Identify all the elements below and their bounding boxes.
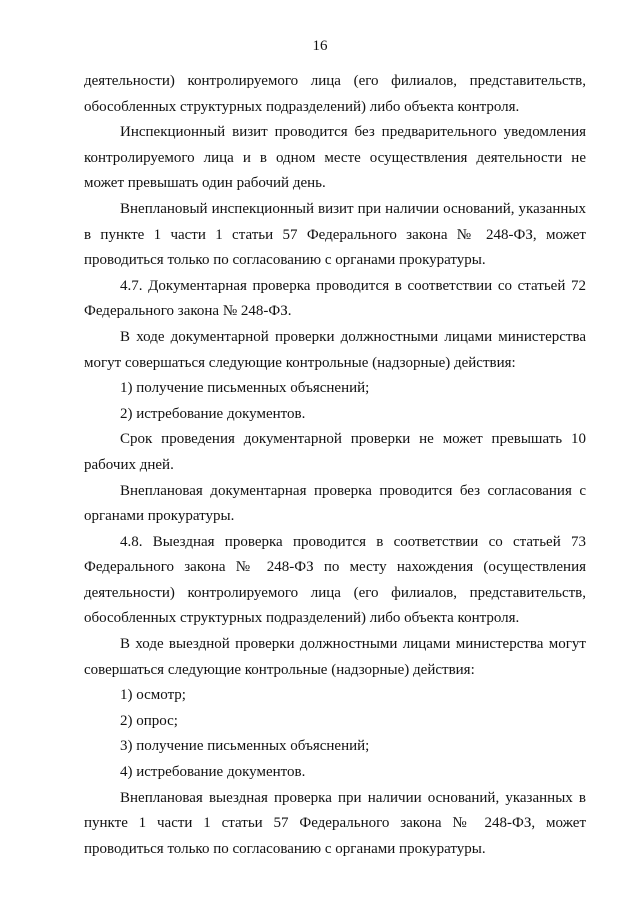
list-item: 3) получение письменных объяснений;	[120, 738, 370, 755]
paragraph-documentary-check-term: Срок проведения документарной проверки не может превышать 10 рабочих дней.	[84, 431, 586, 473]
list-item: 1) получение письменных объяснений;	[120, 380, 370, 397]
paragraph-onsite-check-actions: В ходе выездной проверки должностными лицами министерства могут совершаться следующие контрольные (надзорные) действия:	[84, 636, 586, 678]
paragraph-unscheduled-inspection-visit: Внеплановый инспекционный визит при наличии оснований, указанных в пункте 1 части 1 статьи 57 Федерального закона № 248-ФЗ, может проводиться только по согласованию с органами прокуратуры.	[84, 200, 586, 269]
list-item: 4) истребование документов.	[120, 764, 306, 781]
page-number: 16	[312, 38, 328, 54]
paragraph-4-7: 4.7. Документарная проверка проводится в соответствии со статьей 72 Федерального закона № 248-ФЗ.	[84, 277, 586, 320]
list-item: 2) опрос;	[120, 712, 178, 729]
paragraph-unscheduled-documentary-check: Внеплановая документарная проверка проводится без согласования с органами прокуратуры.	[84, 482, 586, 525]
paragraph-documentary-check-actions: В ходе документарной проверки должностными лицами министерства могут совершаться следующие контрольные (надзорные) действия:	[84, 328, 586, 371]
paragraph-unscheduled-onsite-check: Внеплановая выездная проверка при наличии оснований, указанных в пункте 1 части 1 статьи 57 Федерального закона № 248-ФЗ, может проводиться только по согласованию с органами прокуратуры.	[84, 789, 586, 857]
paragraph-inspection-visit-notice: Инспекционный визит проводится без предварительного уведомления контролируемого лица и в одном месте осуществления деятельности не может превышать один рабочий день.	[84, 124, 586, 192]
paragraph-4-8: 4.8. Выездная проверка проводится в соответствии со статьей 73 Федерального закона № 248-ФЗ по месту нахождения (осуществления деятельности) контролируемого лица (его филиалов, представительств, обособленных структурных подразделений) либо объекта контроля.	[84, 533, 586, 627]
list-item: 2) истребование документов.	[120, 405, 306, 422]
list-item: 1) осмотр;	[120, 687, 186, 704]
document-body	[84, 69, 586, 862]
paragraph-continuation: деятельности) контролируемого лица (его филиалов, представительств, обособленных структурных подразделений) либо объекта контроля.	[84, 73, 586, 115]
